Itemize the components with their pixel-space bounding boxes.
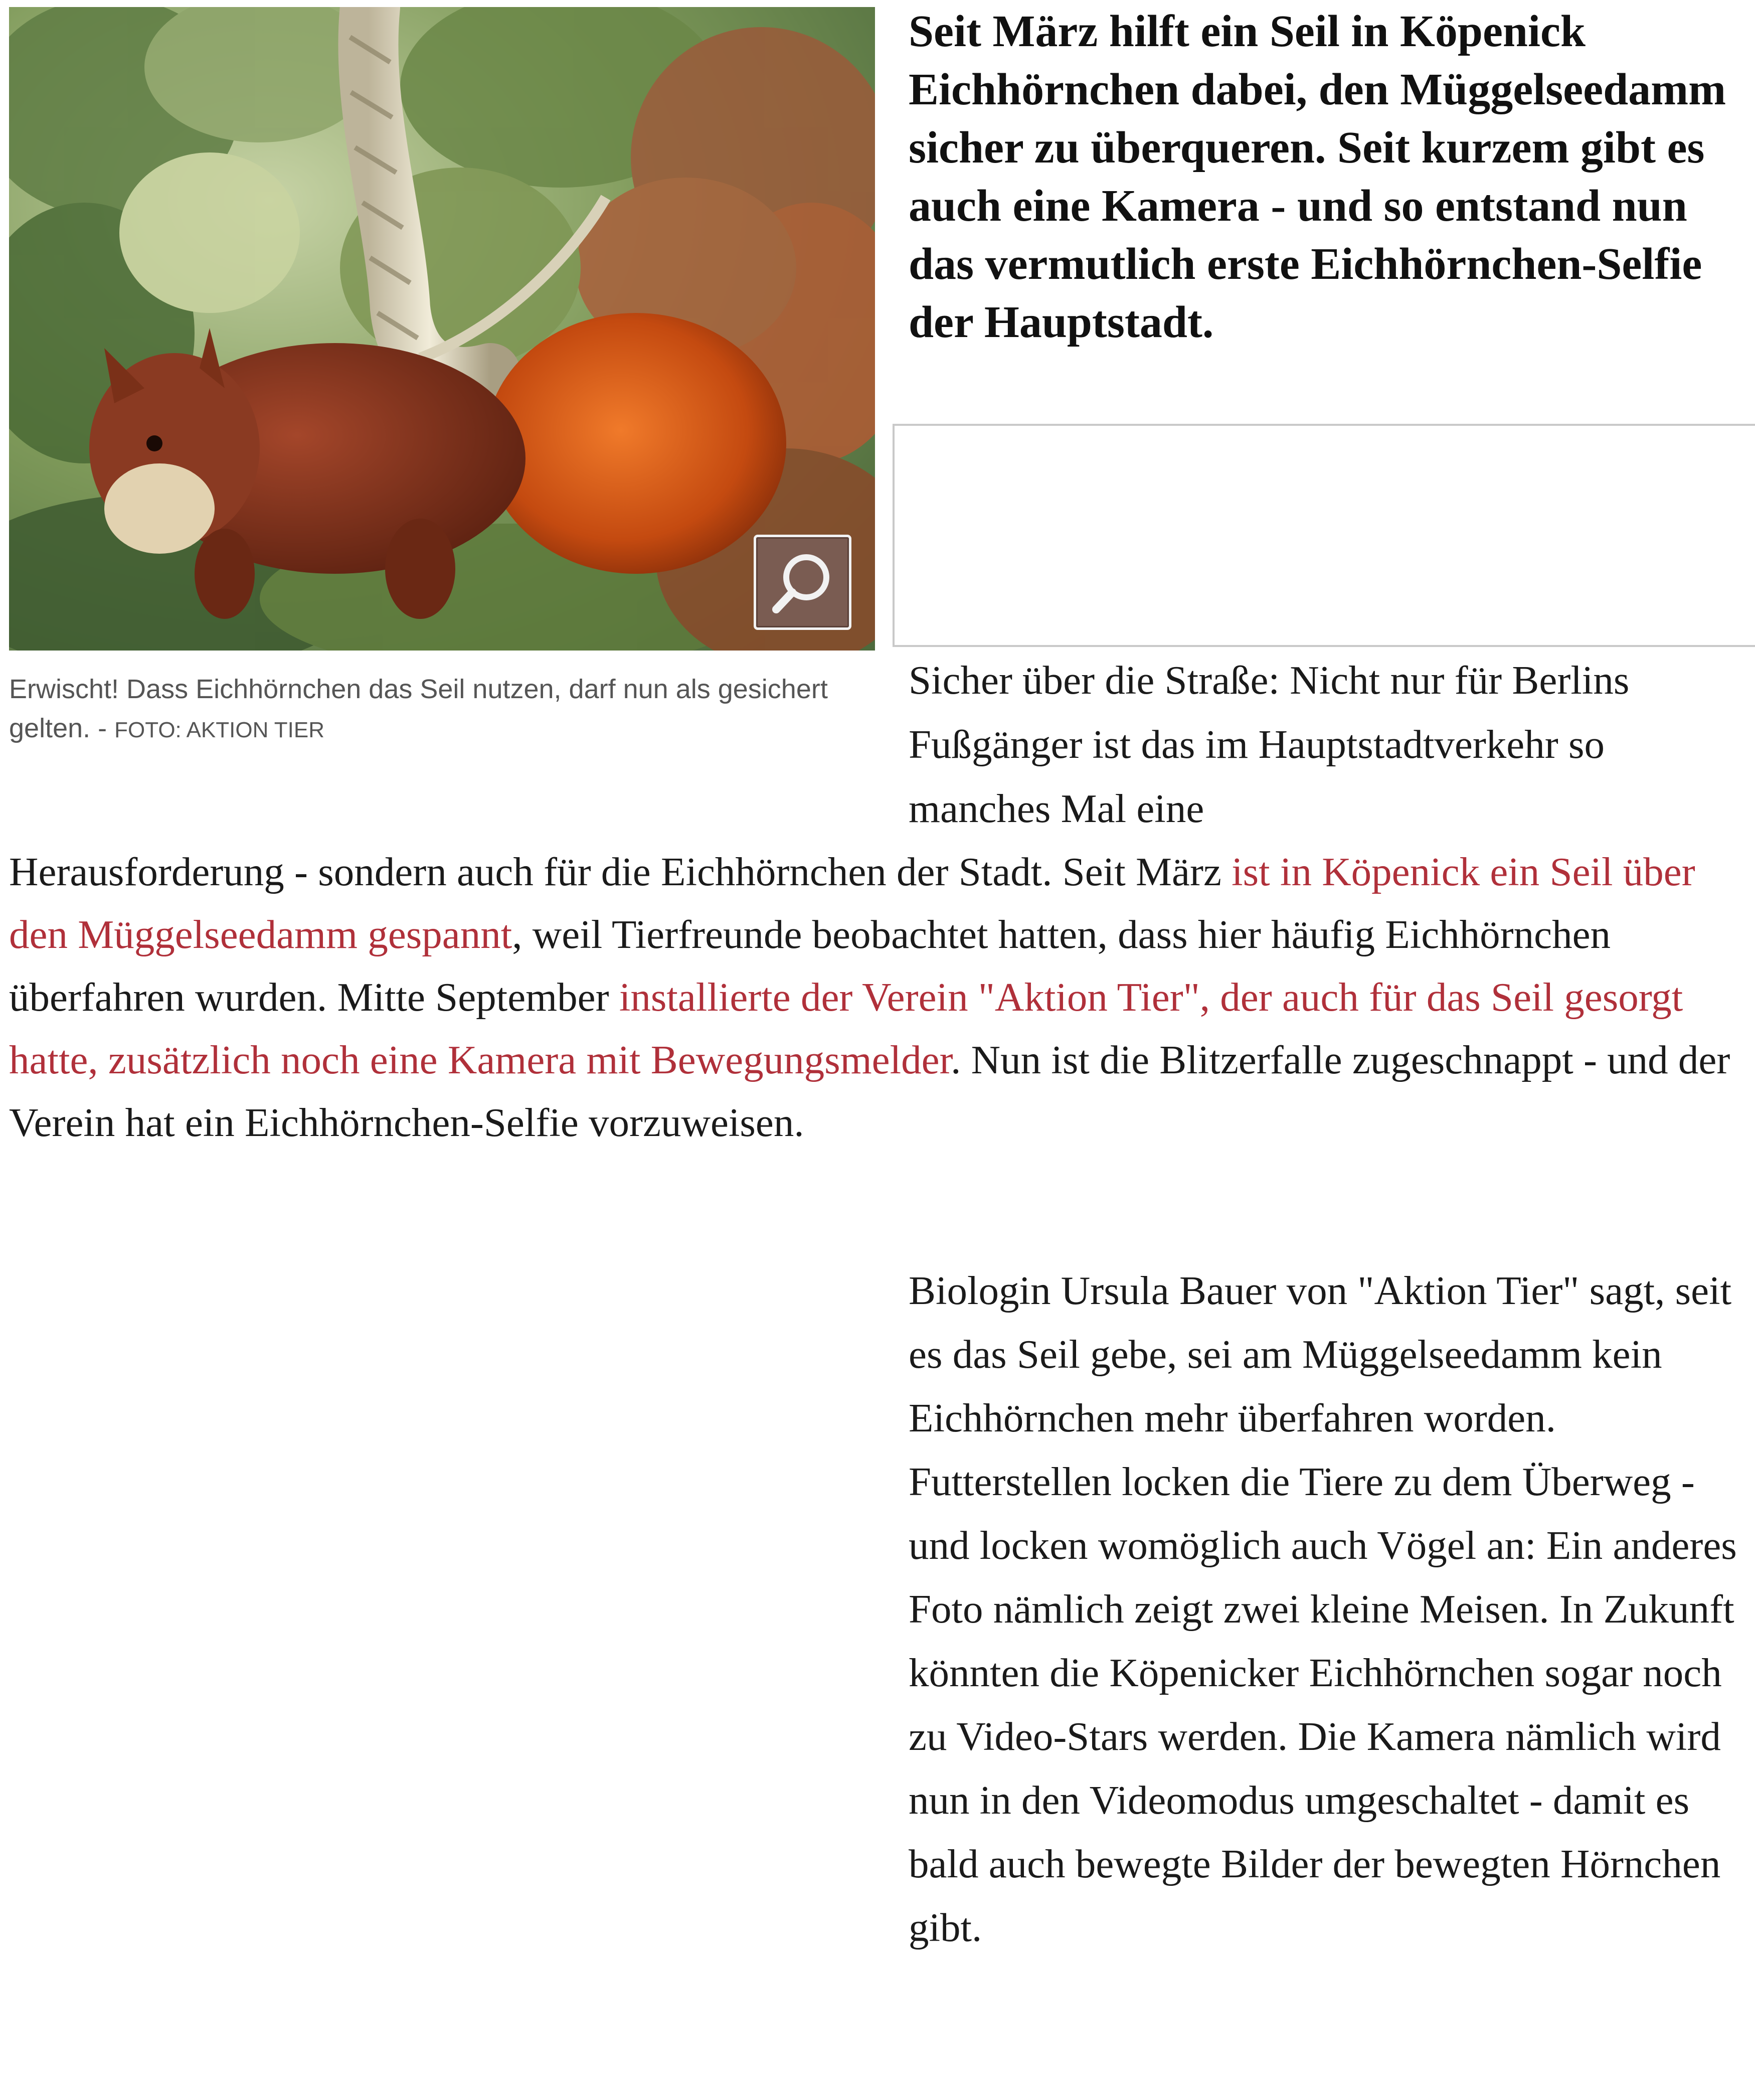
- article-photo[interactable]: [9, 7, 875, 651]
- caption-text: Erwischt! Dass Eichhörnchen das Seil nutzen, darf nun als gesichert gelten. -: [9, 674, 828, 743]
- photo-credit: FOTO: AKTION TIER: [114, 718, 325, 742]
- squirrel-photo-illustration: [9, 7, 875, 651]
- link-seil-muggelseedamm[interactable]: ist in Köpenick ein Seil über den Müggelseedamm gespannt: [9, 849, 1695, 957]
- paragraph-1-text-3: . Nun ist die Blitzerfalle zugeschnappt - und der Verein hat ein Eichhörnchen-Selfie vorzuweisen.: [9, 1037, 1730, 1145]
- zoom-button[interactable]: [754, 535, 851, 630]
- link-kamera-bewegungsmelder[interactable]: installierte der Verein "Aktion Tier", der auch für das Seil gesorgt hatte, zusätzlich noch eine Kamera mit Bewegungsmelder: [9, 975, 1683, 1082]
- paragraph-1-text-2: , weil Tierfreunde beobachtet hatten, dass hier häufig Eichhörnchen überfahren wurden. Mitte September: [9, 912, 1611, 1020]
- paragraph-1-text-1: Herausforderung - sondern auch für die Eichhörnchen der Stadt. Seit März: [9, 849, 1221, 894]
- article-lead: Seit März hilft ein Seil in Köpenick Eichhörnchen dabei, den Müggelseedamm sicher zu überqueren. Seit kurzem gibt es auch eine Kamera - und so entstand nun das vermutlich erste Eichhörnchen-Selfie der Hauptstadt.: [909, 7, 1726, 347]
- magnifier-icon: [756, 537, 849, 627]
- paragraph-2: Biologin Ursula Bauer von "Aktion Tier" sagt, seit es das Seil gebe, sei am Müggelseedamm kein Eichhörnchen mehr überfahren worden. Futterstellen locken die Tiere zu dem Überweg - und locken womöglich auch Vögel an: Ein anderes Foto nämlich zeigt zwei kleine Meisen. In Zukunft könnten die Köpenicker Eichhörnchen sogar noch zu Video-Stars werden. Die Kamera nämlich wird nun in den Videomodus umgeschaltet - damit es bald auch bewegte Bilder der bewegten Hörnchen gibt.: [909, 1268, 1737, 1950]
- photo-caption: [9, 670, 861, 750]
- ad-placeholder: [893, 424, 1755, 647]
- paragraph-1-start: Sicher über die Straße: Nicht nur für Berlins Fußgänger ist das im Hauptstadtverkehr so manches Mal eine: [909, 658, 1630, 831]
- paragraph-1-rest: [9, 841, 1751, 1154]
